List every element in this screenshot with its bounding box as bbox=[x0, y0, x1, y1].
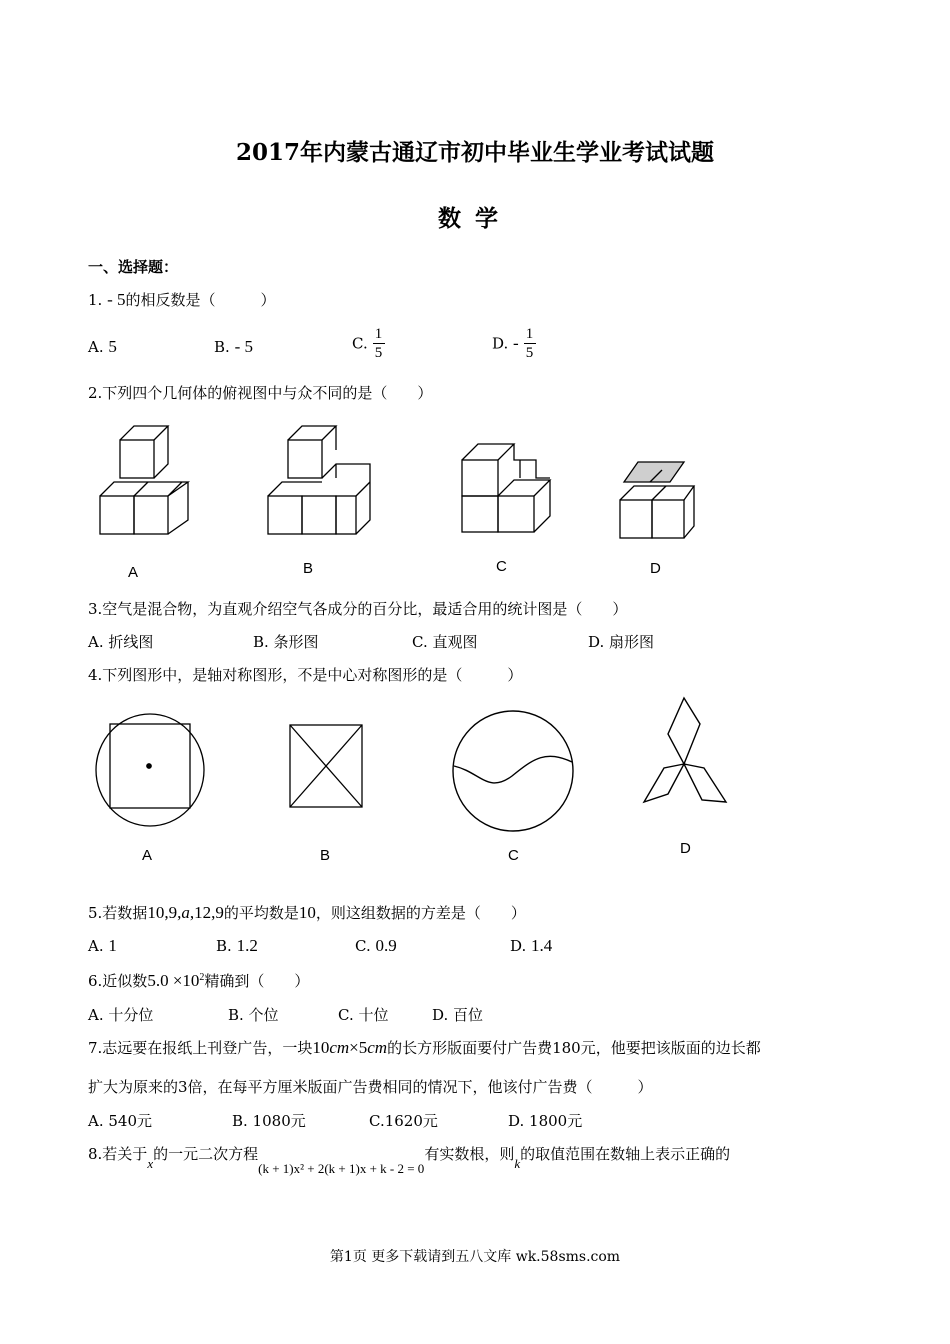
symmetry-figure-d bbox=[620, 694, 750, 814]
question-6-stem: 6.近似数$5.0 \times 10^2$精确到（ ） bbox=[88, 971, 310, 990]
solid-figure-c bbox=[456, 438, 556, 538]
question-5-option-b: B. 1.2 bbox=[216, 936, 258, 955]
subject-title: 数学 bbox=[438, 205, 512, 232]
question-8-stem: 8.若关于x的一元二次方程(k + 1)x² + 2(k + 1)x + k - 2 = 0有实数根，则k的取值范围在数轴上表示正确的 bbox=[88, 1145, 731, 1176]
symmetry-figure-b bbox=[287, 722, 365, 810]
question-3-option-a: A. 折线图 bbox=[88, 633, 154, 651]
figure-caption: C bbox=[496, 558, 507, 575]
question-7-option-d: D. 1800元 bbox=[508, 1112, 583, 1130]
figure-caption: A bbox=[128, 564, 139, 581]
figure-caption: D bbox=[680, 840, 691, 857]
question-1-option-d: D. - $\frac{1}{5}$ bbox=[492, 325, 536, 362]
quadratic-equation: (k + 1)x² + 2(k + 1)x + k - 2 = 0 bbox=[258, 1161, 425, 1176]
question-7-stem-line-2: 扩大为原来的3倍，在每平方厘米版面广告费相同的情况下，他该付广告费（ ） bbox=[88, 1078, 653, 1096]
solid-figure-d bbox=[614, 456, 700, 546]
symmetry-figure-c bbox=[450, 706, 576, 836]
question-5-option-a: A. 1 bbox=[88, 936, 117, 955]
solid-figure-b bbox=[264, 420, 376, 542]
question-3-option-b: B. 条形图 bbox=[253, 633, 319, 651]
exam-title: 2017年内蒙古通辽市初中毕业生学业考试试题 bbox=[235, 139, 714, 166]
question-3-stem: 3.空气是混合物，为直观介绍空气各成分的百分比，最适合用的统计图是（ ） bbox=[88, 600, 628, 618]
question-7-option-c: C.1620元 bbox=[369, 1112, 438, 1130]
question-5-option-c: C. 0.9 bbox=[355, 936, 397, 955]
figure-caption: A bbox=[142, 847, 153, 864]
section-heading: 一、选择题： bbox=[88, 258, 179, 276]
question-5-stem: 5.若数据10,9,a,12,9的平均数是10，则这组数据的方差是（ ） bbox=[88, 903, 526, 922]
page-footer: 第1页 更多下载请到五八文库 wk.58sms.com bbox=[329, 1249, 621, 1265]
figure-caption: B bbox=[303, 560, 314, 577]
figure-caption: B bbox=[320, 847, 331, 864]
question-7-stem-line-1: 7.志远要在报纸上刊登广告，一块10cm×5cm的长方形版面要付广告费180元，他要把该版面的边长都 bbox=[88, 1038, 761, 1057]
question-3-option-d: D. 扇形图 bbox=[588, 633, 655, 651]
question-4-stem: 4.下列图形中，是轴对称图形，不是中心对称图形的是（ ） bbox=[88, 666, 523, 684]
question-6-option-c: C. 十位 bbox=[338, 1006, 389, 1024]
solid-figure-a bbox=[96, 418, 196, 542]
fraction: $\frac{1}{5}$ bbox=[524, 325, 536, 362]
question-6-option-d: D. 百位 bbox=[432, 1006, 484, 1024]
fraction: $\frac{1}{5}$ bbox=[373, 325, 385, 362]
question-1-option-a: A. 5 bbox=[88, 337, 117, 356]
question-2-stem: 2.下列四个几何体的俯视图中与众不同的是（ ） bbox=[88, 384, 433, 402]
question-1-stem: 1. - 5的相反数是（ ） bbox=[88, 290, 276, 309]
question-1-option-c: C. $\frac{1}{5}$ bbox=[352, 325, 385, 362]
question-6-option-a: A. 十分位 bbox=[88, 1006, 154, 1024]
figure-caption: D bbox=[650, 560, 661, 577]
figure-caption: C bbox=[508, 847, 519, 864]
question-5-option-d: D. 1.4 bbox=[510, 936, 553, 955]
question-6-option-b: B. 个位 bbox=[228, 1006, 279, 1024]
question-1-option-b: B. - 5 bbox=[214, 337, 253, 356]
question-7-option-b: B. 1080元 bbox=[232, 1112, 306, 1130]
symmetry-figure-a bbox=[94, 712, 206, 828]
question-3-option-c: C. 直观图 bbox=[412, 633, 478, 651]
question-7-option-a: A. 540元 bbox=[88, 1112, 152, 1130]
